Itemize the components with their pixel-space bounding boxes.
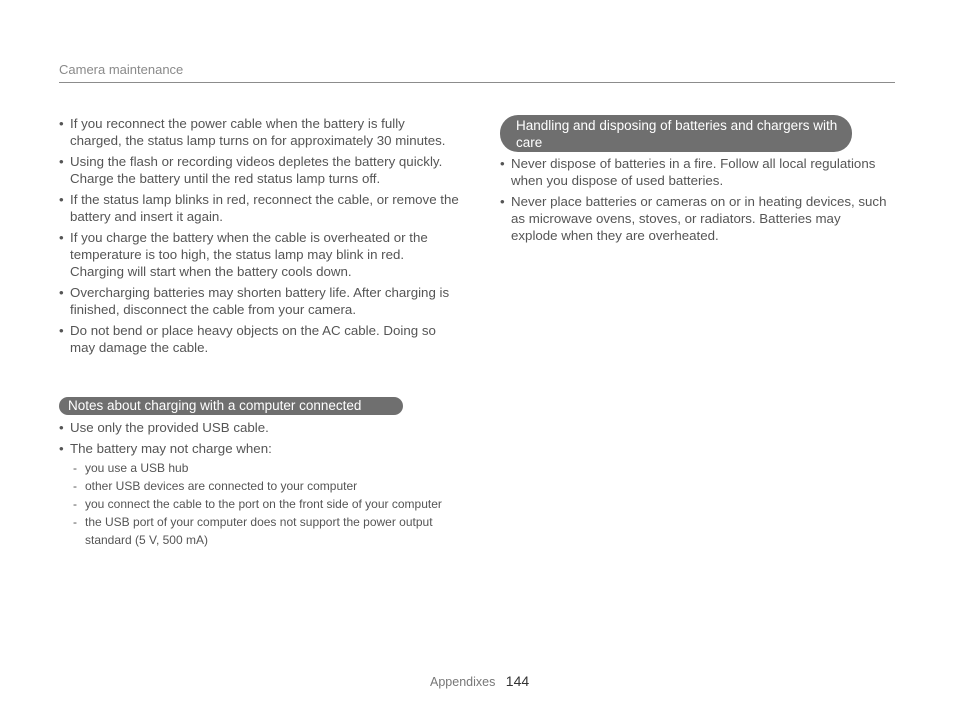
- list-item: • Never dispose of batteries in a fire. Follow all local regulations when you dispose of used batteries.: [500, 155, 890, 189]
- list-item: • If the status lamp blinks in red, reconnect the cable, or remove the battery and insert it again.: [59, 191, 459, 225]
- list-item: • If you charge the battery when the cable is overheated or the temperature is too high, the status lamp may blink in red. Charging will start when the battery cools down.: [59, 229, 459, 280]
- list-item: • The battery may not charge when:: [59, 440, 459, 457]
- battery-handling-list: [500, 155, 890, 248]
- no-charge-conditions-list: [73, 460, 465, 550]
- list-item: • If you reconnect the power cable when the battery is fully charged, the status lamp turns on for approximately 30 minutes.: [59, 115, 459, 149]
- page-number: 144: [505, 673, 530, 689]
- charging-notes-list: [59, 115, 459, 360]
- list-item: • Do not bend or place heavy objects on the AC cable. Doing so may damage the cable.: [59, 322, 459, 356]
- list-item: - you connect the cable to the port on the front side of your computer: [73, 496, 465, 514]
- list-item: • Overcharging batteries may shorten battery life. After charging is finished, disconnect the cable from your camera.: [59, 284, 459, 318]
- section-title: Camera maintenance: [59, 62, 184, 77]
- footer-label: Appendixes: [430, 675, 496, 689]
- page-footer: [430, 673, 529, 691]
- list-item: - other USB devices are connected to your computer: [73, 478, 465, 496]
- list-item: • Never place batteries or cameras on or in heating devices, such as microwave ovens, stoves, or radiators. Batteries may explode when they are overheated.: [500, 193, 890, 244]
- list-item: - you use a USB hub: [73, 460, 465, 478]
- computer-charging-heading: Notes about charging with a computer connected: [59, 397, 403, 415]
- battery-handling-heading: Handling and disposing of batteries and chargers with care: [500, 115, 852, 152]
- list-item: • Use only the provided USB cable.: [59, 419, 459, 436]
- list-item: - the USB port of your computer does not support the power output standard (5 V, 500 mA): [73, 514, 465, 549]
- list-item: • Using the flash or recording videos depletes the battery quickly. Charge the battery until the red status lamp turns off.: [59, 153, 459, 187]
- header-divider: [59, 82, 895, 83]
- computer-charging-list: [59, 419, 459, 461]
